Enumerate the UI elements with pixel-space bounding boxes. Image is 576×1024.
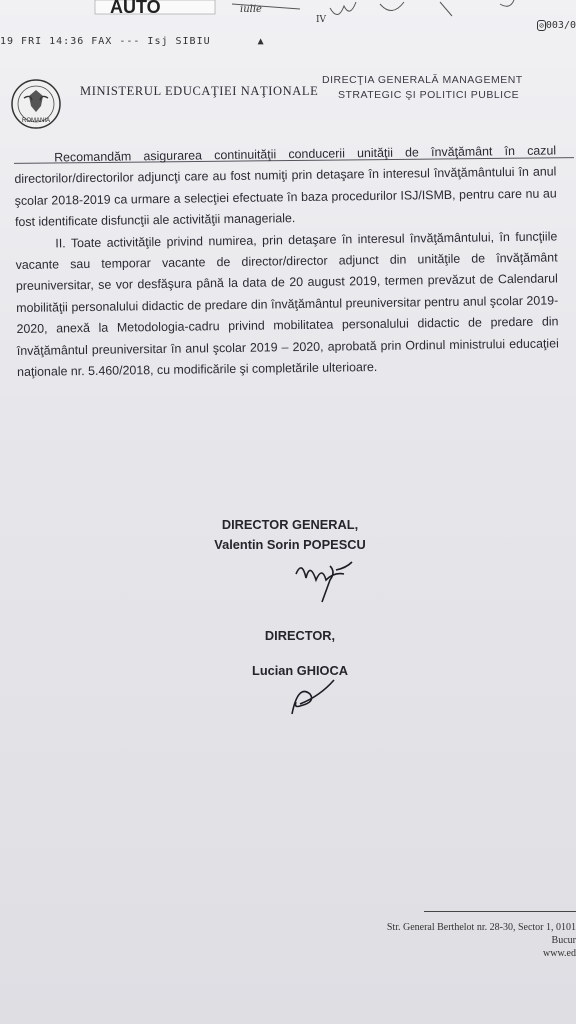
director-general-title: DIRECTOR GENERAL, bbox=[221, 517, 359, 532]
romania-coat-of-arms-seal-icon bbox=[10, 78, 62, 130]
fax-page-number: ⊘ 003/0 bbox=[539, 20, 576, 31]
ministry-name: MINISTERUL EDUCAŢIEI NAŢIONALE bbox=[80, 84, 319, 98]
directorate-line-1: DIRECŢIA GENERALĂ MANAGEMENT bbox=[322, 74, 523, 86]
director-signature bbox=[282, 674, 342, 719]
footer-address-line-1: Str. General Berthelot nr. 28-30, Sector 1, 0101 bbox=[386, 922, 576, 933]
footer-divider bbox=[424, 911, 576, 912]
top-scrawl-mark: IV bbox=[316, 15, 327, 25]
seal-label: ROMANIA bbox=[21, 118, 51, 124]
footer-address-line-3: www.ed bbox=[543, 948, 576, 959]
fax-transmission-line: 19 FRI 14:36 FAX --- Isj SIBIU ▲ bbox=[0, 36, 265, 47]
page-marker-icon: ▲ bbox=[257, 36, 265, 47]
directorate-line-2: STRATEGIC ŞI POLITICI PUBLICE bbox=[338, 89, 520, 101]
document-body bbox=[14, 140, 559, 383]
footer-address-line-2: Bucur bbox=[551, 935, 576, 946]
top-handwritten-strip bbox=[0, 0, 576, 30]
footer-address bbox=[352, 921, 576, 960]
director-name: Lucian GHIOCA bbox=[252, 663, 348, 678]
body-paragraph-1: Recomandăm asigurarea continuităţii conducerii unităţii de învăţământ în cazul directorilor/directorilor adjuncţi care au fost numiţi prin detaşare în interesul învăţământului în anul şcolar 2018-2019 ca urmare a selecţiei efectuate în baza procedurilor ISJ/ISMB, pentru care nu au fost identificate disfuncţii ale activităţii manageriale. bbox=[14, 143, 557, 230]
director-general-name: Valentin Sorin POPESCU bbox=[214, 537, 366, 552]
directorate-name bbox=[322, 73, 532, 103]
director-general-signature bbox=[290, 552, 360, 607]
top-scrawl-text: AUTO bbox=[110, 0, 161, 17]
top-scrawl-date: iulie bbox=[240, 4, 262, 15]
director-title: DIRECTOR, bbox=[264, 628, 336, 643]
body-paragraph-2: II. Toate activităţile privind numirea, prin detaşare în interesul învăţământului, în funcţiile vacante sau temporar vacante de director/director adjunct din unităţile de învăţământ preuniversitar, se vor desfăşura până la data de 20 august 2019, termen prevăzut de Calendarul mobilităţii personalului didactic de predare din învăţământul preuniversitar pentru anul şcolar 2019-2020, anexă la Metodologia-cadru privind mobilitatea personalului didactic de predare din învăţământul preuniversitar în anul şcolar 2019 – 2020, aprobată prin Ordinul ministrului educaţiei naţionale nr. 5.460/2018, cu modificările şi completările ulterioare. bbox=[15, 229, 559, 380]
